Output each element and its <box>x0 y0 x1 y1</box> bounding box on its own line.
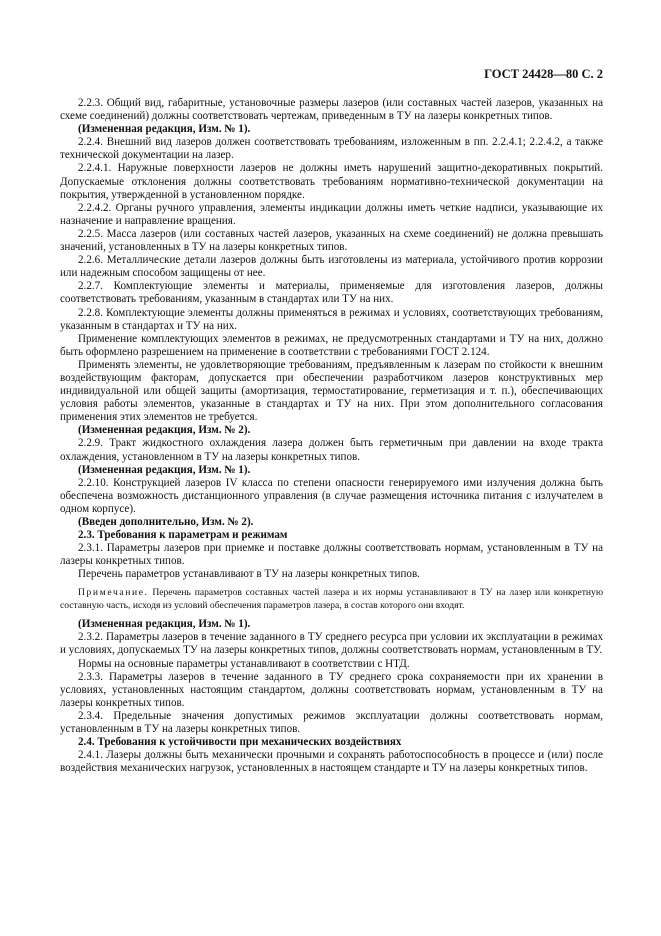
section-heading: 2.3. Требования к параметрам и режимам <box>78 529 288 542</box>
body-paragraph: Применять элементы, не удовлетворяющие требованиям, предъявленным к лазерам по стойкости к внешним воздействующим факторам, допускается при обеспечении разработчиком лазеров конструктивных мер индивидуальной или общей защиты (амортизация, термостатирование, герметизация и т. п.), обеспечивающих условия работы элементов, указанные в стандартах и ТУ на них. При этом дополнительного согласования применения этих элементов не требуется. <box>60 358 603 424</box>
revision-note: (Измененная редакция, Изм. № 1). <box>78 463 251 476</box>
body-paragraph: 2.2.3. Общий вид, габаритные, установочные размеры лазеров (или составных частей лазеров, указанных на схеме соединений) должны соответствовать чертежам, приведенным в ТУ на лазеры конкретных типов. <box>60 97 603 123</box>
revision-note: (Введен дополнительно, Изм. № 2). <box>78 516 254 528</box>
page-header: ГОСТ 24428—80 С. 2 <box>484 67 603 81</box>
body-paragraph: Перечень параметров устанавливают в ТУ на лазеры конкретных типов. <box>78 568 420 581</box>
revision-note: (Измененная редакция, Изм. № 1). <box>78 123 251 136</box>
body-paragraph: 2.4.1. Лазеры должны быть механически прочными и сохранять работоспособность в процессе и (или) после воздействия механических нагрузок, установленных в настоящем стандарте и ТУ на лазеры конкретных типов. <box>60 749 603 775</box>
body-paragraph: 2.2.7. Комплектующие элементы и материалы, применяемые для изготовления лазеров, должны соответствовать требованиям, указанным в стандартах или ТУ на них. <box>60 280 603 306</box>
body-paragraph: 2.2.4.1. Наружные поверхности лазеров не должны иметь нарушений защитно-декоративных покрытий. Допускаемые отклонения должны соответствовать требованиям нормативно-технической документации на покрытия, утвержденной в установленном порядке. <box>60 162 603 201</box>
revision-note: (Измененная редакция, Изм. № 2). <box>78 424 251 437</box>
body-paragraph: 2.2.8. Комплектующие элементы должны применяться в режимах и условиях, соответствующих требованиям, указанным в стандартах и ТУ на них. <box>60 306 603 332</box>
body-paragraph: 2.3.2. Параметры лазеров в течение заданного в ТУ среднего ресурса при условии их эксплуатации в режимах и условиях, допускаемых ТУ на лазеры конкретных типов, должны соответствовать нормам, установленным в ТУ. <box>60 631 603 657</box>
body-paragraph: 2.2.10. Конструкцией лазеров IV класса по степени опасности генерируемого ими излучения должна быть обеспечена возможность дистанционного управления (в случае размещения источника питания с излучателем в одном корпусе). <box>60 476 603 515</box>
body-paragraph: 2.2.4.2. Органы ручного управления, элементы индикации должны иметь четкие надписи, указывающие их назначение и направление вращения. <box>60 201 603 227</box>
document-body <box>60 97 603 775</box>
body-paragraph: 2.2.6. Металлические детали лазеров должны быть изготовлены из материала, устойчивого против коррозии или надежным способом защищены от нее. <box>60 254 603 280</box>
note-lead: Примечание. <box>78 587 149 599</box>
body-paragraph: 2.3.3. Параметры лазеров в течение заданного в ТУ среднего срока сохраняемости при их хранении в условиях, установленных настоящим стандартом, должны соответствовать нормам, установленным в ТУ на лазеры конкретных типов. <box>60 670 603 709</box>
note-paragraph <box>60 587 603 612</box>
body-paragraph: Нормы на основные параметры устанавливают в соответствии с НТД. <box>78 657 410 670</box>
section-heading: 2.4. Требования к устойчивости при механических воздействиях <box>78 736 402 749</box>
body-paragraph: 2.2.9. Тракт жидкостного охлаждения лазера должен быть герметичным при давлении на входе тракта охлаждения, установленном в ТУ на лазеры конкретных типов. <box>60 437 603 463</box>
body-paragraph: 2.2.5. Масса лазеров (или составных частей лазеров, указанных на схеме соединений) не должна превышать значений, установленных в ТУ на лазеры конкретных типов. <box>60 227 603 254</box>
body-paragraph: Применение комплектующих элементов в режимах, не предусмотренных стандартами и ТУ на них, должно быть оформлено разрешением на применение в соответствии с требованиями ГОСТ 2.124. <box>60 332 603 358</box>
body-paragraph: 2.2.4. Внешний вид лазеров должен соответствовать требованиям, изложенным в пп. 2.2.4.1; 2.2.4.2, а также технической документации на лазер. <box>60 136 603 162</box>
revision-note: (Измененная редакция, Изм. № 1). <box>78 618 251 631</box>
note-text: Перечень параметров составных частей лазера и их нормы устанавливают в ТУ на лазер или конкретную составную часть, исходя из условий обеспечения параметров лазера, в состав которого они входят. <box>60 587 603 611</box>
body-paragraph: 2.3.1. Параметры лазеров при приемке и поставке должны соответствовать нормам, установленным в ТУ на лазеры конкретных типов. <box>60 542 603 568</box>
body-paragraph: 2.3.4. Предельные значения допустимых режимов эксплуатации должны соответствовать нормам, установленным в ТУ на лазеры конкретных типов. <box>60 709 603 736</box>
